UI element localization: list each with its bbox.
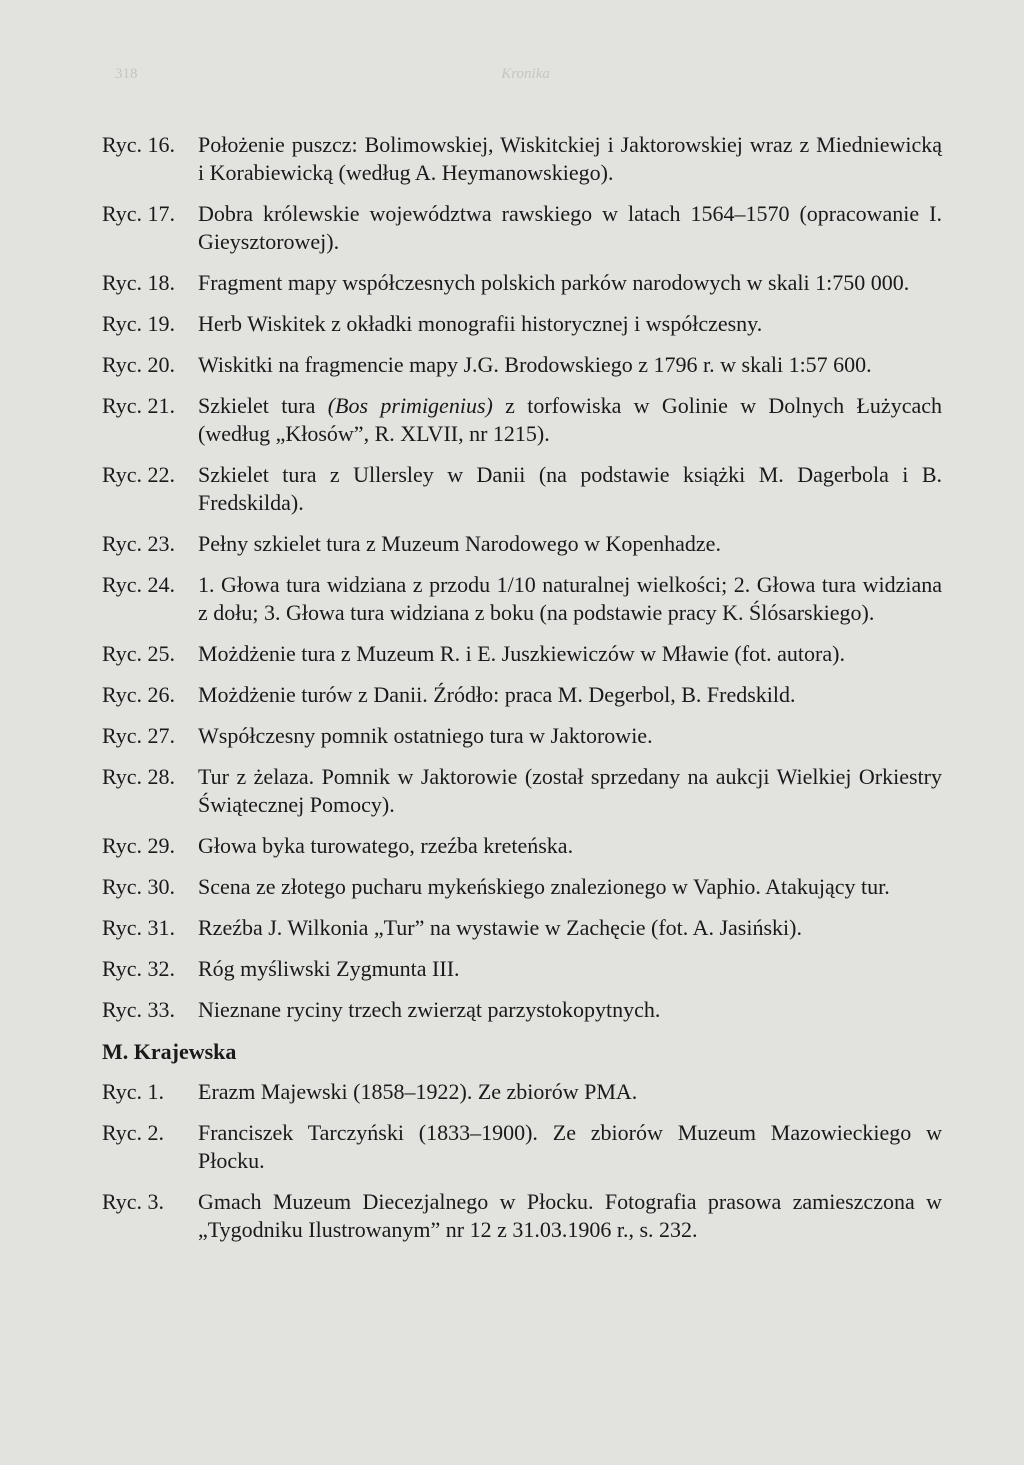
figure-entry — [102, 832, 942, 860]
figure-label: Ryc. 18. — [102, 270, 176, 295]
figure-caption: Tur z żelaza. Pomnik w Jaktorowie (został sprzedany na aukcji Wielkiej Orkiestry Świątecznej Pomocy). — [198, 764, 942, 817]
figure-entry — [102, 269, 942, 297]
figure-entry — [102, 914, 942, 942]
figure-entry — [102, 873, 942, 901]
figure-caption: Możdżenie turów z Danii. Źródło: praca M. Degerbol, B. Fredskild. — [198, 682, 796, 707]
figure-label: Ryc. 32. — [102, 956, 176, 981]
species-name: (Bos primigenius) — [327, 393, 493, 418]
figure-caption — [198, 392, 942, 448]
figure-entry — [102, 996, 942, 1024]
figure-caption: Możdżenie tura z Muzeum R. i E. Juszkiewiczów w Mławie (fot. autora). — [198, 641, 845, 666]
running-title: Kronika — [501, 66, 550, 82]
figure-label: Ryc. 31. — [102, 915, 176, 940]
figure-entry — [102, 200, 942, 256]
figure-caption: Nieznane ryciny trzech zwierząt parzystokopytnych. — [198, 997, 661, 1022]
section-author-heading: M. Krajewska — [102, 1039, 237, 1064]
figure-caption: Dobra królewskie województwa rawskiego w latach 1564–1570 (opracowanie I. Gieysztorowej). — [198, 201, 942, 254]
figure-label: Ryc. 27. — [102, 723, 176, 748]
figure-entry — [102, 351, 942, 379]
figure-label: Ryc. 23. — [102, 531, 176, 556]
figure-label: Ryc. 28. — [102, 764, 176, 789]
figure-caption: Scena ze złotego pucharu mykeńskiego znalezionego w Vaphio. Atakujący tur. — [198, 874, 890, 899]
figure-label: Ryc. 24. — [102, 572, 176, 597]
figure-label: Ryc. 26. — [102, 682, 176, 707]
figure-entry — [102, 640, 942, 668]
caption-part: Szkielet tura — [198, 393, 328, 418]
figure-caption: Herb Wiskitek z okładki monografii historycznej i współczesny. — [198, 311, 763, 336]
figure-entry — [102, 955, 942, 983]
figure-entry — [102, 1119, 942, 1175]
figure-label: Ryc. 20. — [102, 352, 176, 377]
figure-caption: Róg myśliwski Zygmunta III. — [198, 956, 460, 981]
figure-entry — [102, 461, 942, 517]
page-number: 318 — [115, 66, 138, 82]
figure-label: Ryc. 3. — [102, 1189, 165, 1214]
caption-part: z torfowiska w Golinie w Dolnych Łużycach (według „Kłosów”, R. XLVII, nr 1215). — [198, 393, 942, 446]
figure-entry — [102, 131, 942, 187]
figure-caption: Położenie puszcz: Bolimowskiej, Wiskitckiej i Jaktorowskiej wraz z Miedniewicką i Korabiewicką (według A. Heymanowskiego). — [198, 132, 942, 185]
figure-label: Ryc. 21. — [102, 393, 176, 418]
figure-label: Ryc. 19. — [102, 311, 176, 336]
figure-label: Ryc. 2. — [102, 1120, 165, 1145]
figure-label: Ryc. 22. — [102, 462, 176, 487]
figure-entry — [102, 1188, 942, 1244]
figure-label: Ryc. 1. — [102, 1079, 165, 1104]
illustration-list — [102, 131, 942, 1257]
figure-label: Ryc. 30. — [102, 874, 176, 899]
figure-caption: Szkielet tura z Ullersley w Danii (na podstawie książki M. Dagerbola i B. Fredskilda). — [198, 462, 942, 515]
figure-caption: Rzeźba J. Wilkonia „Tur” na wystawie w Zachęcie (fot. A. Jasiński). — [198, 915, 802, 940]
figure-caption: Fragment mapy współczesnych polskich parków narodowych w skali 1:750 000. — [198, 270, 910, 295]
figure-entry — [102, 571, 942, 627]
figure-caption: Pełny szkielet tura z Muzeum Narodowego w Kopenhadze. — [198, 531, 721, 556]
figure-caption: Franciszek Tarczyński (1833–1900). Ze zbiorów Muzeum Mazowieckiego w Płocku. — [198, 1120, 942, 1173]
figure-entry — [102, 530, 942, 558]
figure-caption: Współczesny pomnik ostatniego tura w Jaktorowie. — [198, 723, 653, 748]
figure-label: Ryc. 25. — [102, 641, 176, 666]
figure-caption: 1. Głowa tura widziana z przodu 1/10 naturalnej wielkości; 2. Głowa tura widziana z dołu; 3. Głowa tura widziana z boku (na podstawie pracy K. Ślósarskiego). — [198, 572, 942, 625]
figure-caption: Erazm Majewski (1858–1922). Ze zbiorów PMA. — [198, 1079, 638, 1104]
bleed-through-header — [115, 66, 925, 83]
figure-caption: Gmach Muzeum Diecezjalnego w Płocku. Fotografia prasowa zamieszczona w „Tygodniku Ilustrowanym” nr 12 z 31.03.1906 r., s. 232. — [198, 1189, 942, 1242]
figure-entry — [102, 1078, 942, 1106]
figure-entry — [102, 310, 942, 338]
figure-entry — [102, 681, 942, 709]
figure-label: Ryc. 16. — [102, 132, 176, 157]
figure-label: Ryc. 17. — [102, 201, 176, 226]
figure-entry — [102, 392, 942, 448]
figure-entry — [102, 763, 942, 819]
figure-caption: Głowa byka turowatego, rzeźba kreteńska. — [198, 833, 574, 858]
figure-caption: Wiskitki na fragmencie mapy J.G. Brodowskiego z 1796 r. w skali 1:57 600. — [198, 352, 872, 377]
figure-label: Ryc. 29. — [102, 833, 176, 858]
figure-label: Ryc. 33. — [102, 997, 176, 1022]
figure-entry — [102, 722, 942, 750]
